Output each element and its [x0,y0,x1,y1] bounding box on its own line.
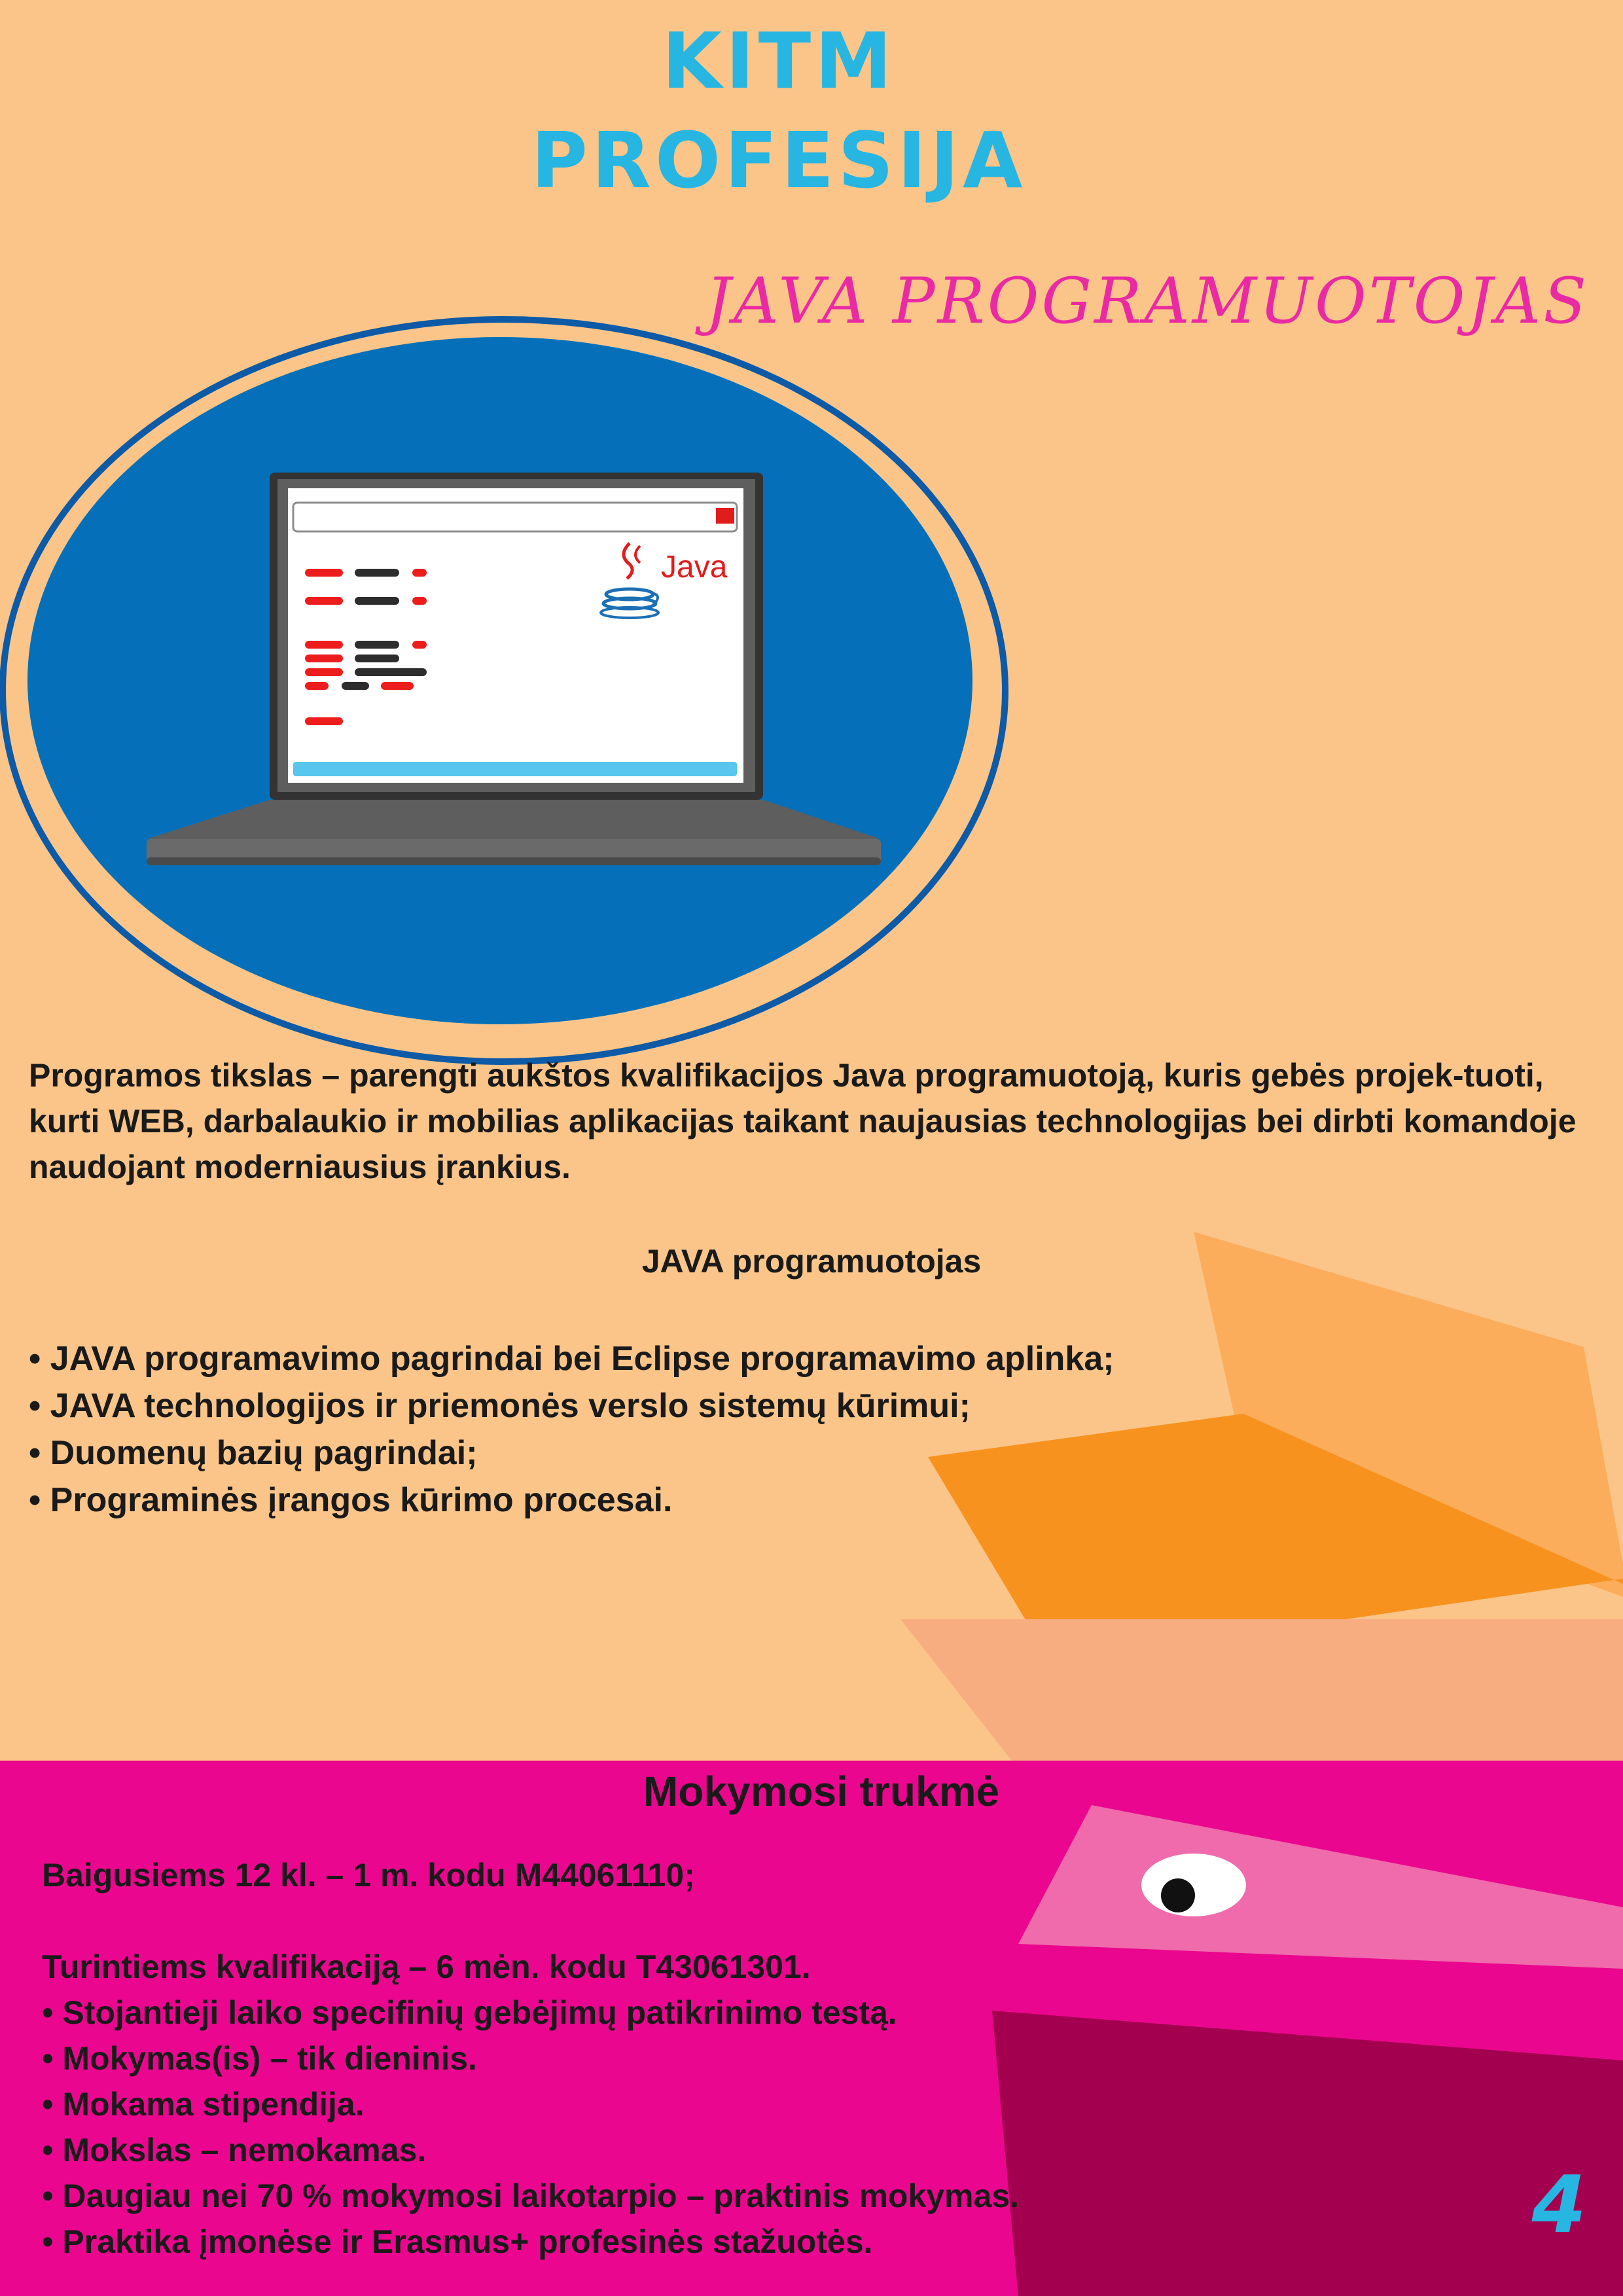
close-icon [716,508,734,524]
duration-qualified: Turintiems kvalifikaciją – 6 mėn. kodu T43061301. [42,1948,811,1985]
list-item: • Daugiau nei 70 % mokymosi laikotarpio – praktinis mokymas. [42,2178,1020,2214]
profession-title: JAVA PROGRAMUOTOJAS [705,264,1589,338]
list-item: • JAVA technologijos ir priemonės verslo sistemų kūrimui; [29,1387,971,1425]
spacer [42,1898,1019,1944]
list-item: • Mokslas – nemokamas. [42,2132,427,2168]
header-title-kitm: KITM [662,16,896,106]
dark-magenta-polygon-lower [992,2011,1623,2296]
address-bar [293,503,737,531]
laptop-base-shadow [147,857,881,865]
list-item: • Praktika įmonėse ir Erasmus+ profesinės stažuotės. [42,2223,873,2260]
list-item: • Mokama stipendija. [42,2086,365,2123]
page-number: 4 [1531,2160,1586,2251]
header-title-profesija: PROFESIJA [531,115,1027,206]
status-bar [293,762,737,776]
light-pink-shape [1018,1805,1623,1969]
eye-pupil [1161,1878,1195,1912]
java-logo-text: Java [661,550,728,584]
list-item: • Duomenų bazių pagrindai; [29,1434,478,1472]
duration-title: Mokymosi trukmė [643,1768,1000,1815]
program-heading: JAVA programuotojas [641,1243,982,1280]
duration-graduates: Baigusiems 12 kl. – 1 m. kodu M44061110; [42,1857,695,1893]
laptop-base-top [147,800,881,839]
list-item: • JAVA programavimo pagrindai bei Eclipse programavimo aplinka; [29,1340,1115,1378]
laptop-illustration [0,308,1021,1067]
list-item: • Stojantieji laiko specifinių gebėjimų patikrinimo testą. [42,1994,897,2031]
list-item: • Programinės įrangos kūrimo procesai. [29,1481,673,1519]
intro-paragraph: Programos tikslas – parengti aukštos kvalifikacijos Java programuotoją, kuris gebės projek-tuoti, kurti WEB, darbalaukio ir mobilias aplikacijas taikant naujausias technologijas bei dirbti komandoje naudojant moderniausius įrankius. [29,1057,1577,1185]
duration-list [42,1852,1019,2265]
peach-strip [901,1619,1623,1761]
eye-white [1141,1854,1246,1916]
list-item: • Mokymas(is) – tik dieninis. [42,2040,477,2077]
course-list [29,1335,1115,1524]
